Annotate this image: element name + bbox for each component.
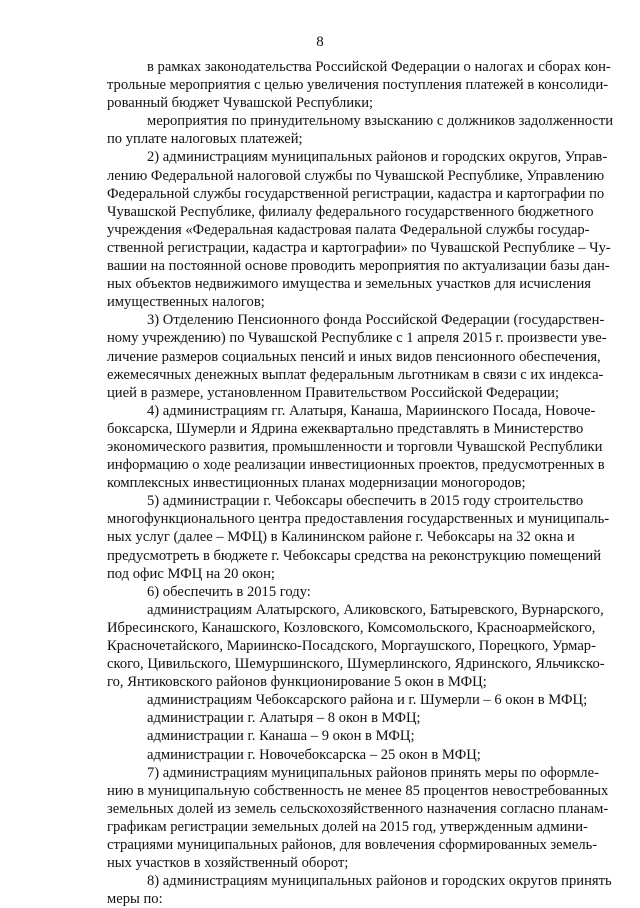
paragraph (107, 709, 568, 727)
text-line: администрациям Чебоксарского района и г. Шумерли – 6 окон в МФЦ; (147, 692, 588, 709)
text-line: администрациям Алатырского, Аликовского, Батыревского, Вурнарского, (147, 601, 604, 618)
text-line: го, Янтиковского районов функционирование 5 окон в МФЦ; (107, 674, 487, 691)
text-line: боксарска, Шумерли и Ядрина ежеквартально представлять в Министерство (107, 420, 584, 437)
paragraph (107, 746, 568, 764)
text-line: администрации г. Канаша – 9 окон в МФЦ; (147, 728, 415, 745)
text-line: администрации г. Новочебоксарска – 25 окон в МФЦ; (147, 746, 481, 763)
text-line: 8) администрациям муниципальных районов и городских округов принять (147, 873, 612, 890)
text-line: ственной регистрации, кадастра и картографии» по Чувашской Республике – Чу- (107, 239, 611, 256)
text-line: ных участков в хозяйственный оборот; (107, 855, 349, 872)
paragraph (107, 691, 588, 709)
text-line: Федеральной службы государственной регистрации, кадастра и картографии по (107, 185, 605, 202)
paragraph (107, 601, 605, 691)
text-line: информацию о ходе реализации инвестиционных проектов, предусмотренных в (107, 457, 605, 474)
text-line: Чувашской Республике, филиалу федерального государственного бюджетного (107, 203, 594, 220)
text-line: графикам регистрации земельных долей на 2015 год, утвержденным админи- (107, 818, 588, 835)
paragraph (107, 492, 610, 582)
text-line: экономического развития, промышленности и торговли Чувашской Республики (107, 438, 603, 455)
text-line: комплексных инвестиционных планах модернизации моногородов; (107, 475, 526, 492)
paragraph (107, 112, 614, 148)
text-line: учреждения «Федеральная кадастровая палата Федеральной службы государ- (107, 221, 590, 238)
text-line: ных услуг (далее – МФЦ) в Калининском районе г. Чебоксары на 32 окна и (107, 529, 575, 546)
text-line: 5) администрации г. Чебоксары обеспечить в 2015 году строительство (147, 493, 584, 510)
text-line: нию в муниципальную собственность не менее 85 процентов невостребованных (107, 782, 609, 799)
text-line: ского, Цивильского, Шемуршинского, Шумерлинского, Ядринского, Яльчикско- (107, 656, 605, 673)
text-line: мероприятия по принудительному взысканию с должников задолженности (147, 113, 614, 130)
text-line: 3) Отделению Пенсионного фонда Российской Федерации (государствен- (147, 312, 605, 329)
text-line: цией в размере, установленном Правительством Российской Федерации; (107, 384, 560, 401)
text-line: предусмотреть в бюджете г. Чебоксары средства на реконструкцию помещений (107, 547, 602, 564)
text-line: меры по: (107, 891, 163, 908)
text-line: администрации г. Алатыря – 8 окон в МФЦ; (147, 710, 421, 727)
text-line: трольные мероприятия с целью увеличения поступления платежей в консолиди- (107, 77, 609, 94)
text-line: страциями муниципальных районов, для вовлечения сформированных земель- (107, 837, 598, 854)
paragraph (107, 583, 568, 601)
text-line: 6) обеспечить в 2015 году: (147, 583, 311, 600)
paragraph (107, 402, 605, 492)
text-line: ежемесячных денежных выплат федеральным льготникам в связи с их индекса- (107, 366, 604, 383)
text-line: лению Федеральной налоговой службы по Чувашской Республике, Управлению (107, 167, 605, 184)
text-line: рованный бюджет Чувашской Республики; (107, 95, 374, 112)
text-line: вашии на постоянной основе проводить мероприятия по актуализации базы дан- (107, 258, 610, 275)
text-line: личение размеров социальных пенсий и иных видов пенсионного обеспечения, (107, 348, 601, 365)
text-line: под офис МФЦ на 20 окон; (107, 565, 275, 582)
text-line: земельных долей из земель сельскохозяйственного назначения согласно планам- (107, 800, 609, 817)
paragraph (107, 311, 607, 401)
document-body (107, 58, 614, 908)
text-line: 7) администрациям муниципальных районов принять меры по оформле- (147, 764, 599, 781)
text-line: имущественных налогов; (107, 294, 265, 311)
text-line: ному учреждению) по Чувашской Республике с 1 апреля 2015 г. произвести уве- (107, 330, 607, 347)
text-line: в рамках законодательства Российской Федерации о налогах и сборах кон- (147, 59, 611, 75)
text-line: ных объектов недвижимого имущества и земельных участков для исчисления (107, 276, 592, 293)
text-line: 4) администрациям гг. Алатыря, Канаша, Мариинского Посада, Новоче- (147, 402, 596, 419)
paragraph (107, 764, 609, 873)
text-line: Красночетайского, Мариинско-Посадского, Моргаушского, Порецкого, Урмар- (107, 638, 596, 654)
paragraph (107, 58, 611, 112)
paragraph (107, 872, 612, 908)
paragraph (107, 148, 611, 311)
paragraph (107, 727, 568, 745)
text-line: Ибресинского, Канашского, Козловского, Комсомольского, Красноармейского, (107, 619, 596, 636)
text-line: по уплате налоговых платежей; (107, 131, 303, 148)
page-number: 8 (316, 34, 324, 50)
text-line: 2) администрациям муниципальных районов и городских округов, Управ- (147, 149, 608, 166)
text-line: многофункционального центра предоставления государственных и муниципаль- (107, 511, 610, 528)
